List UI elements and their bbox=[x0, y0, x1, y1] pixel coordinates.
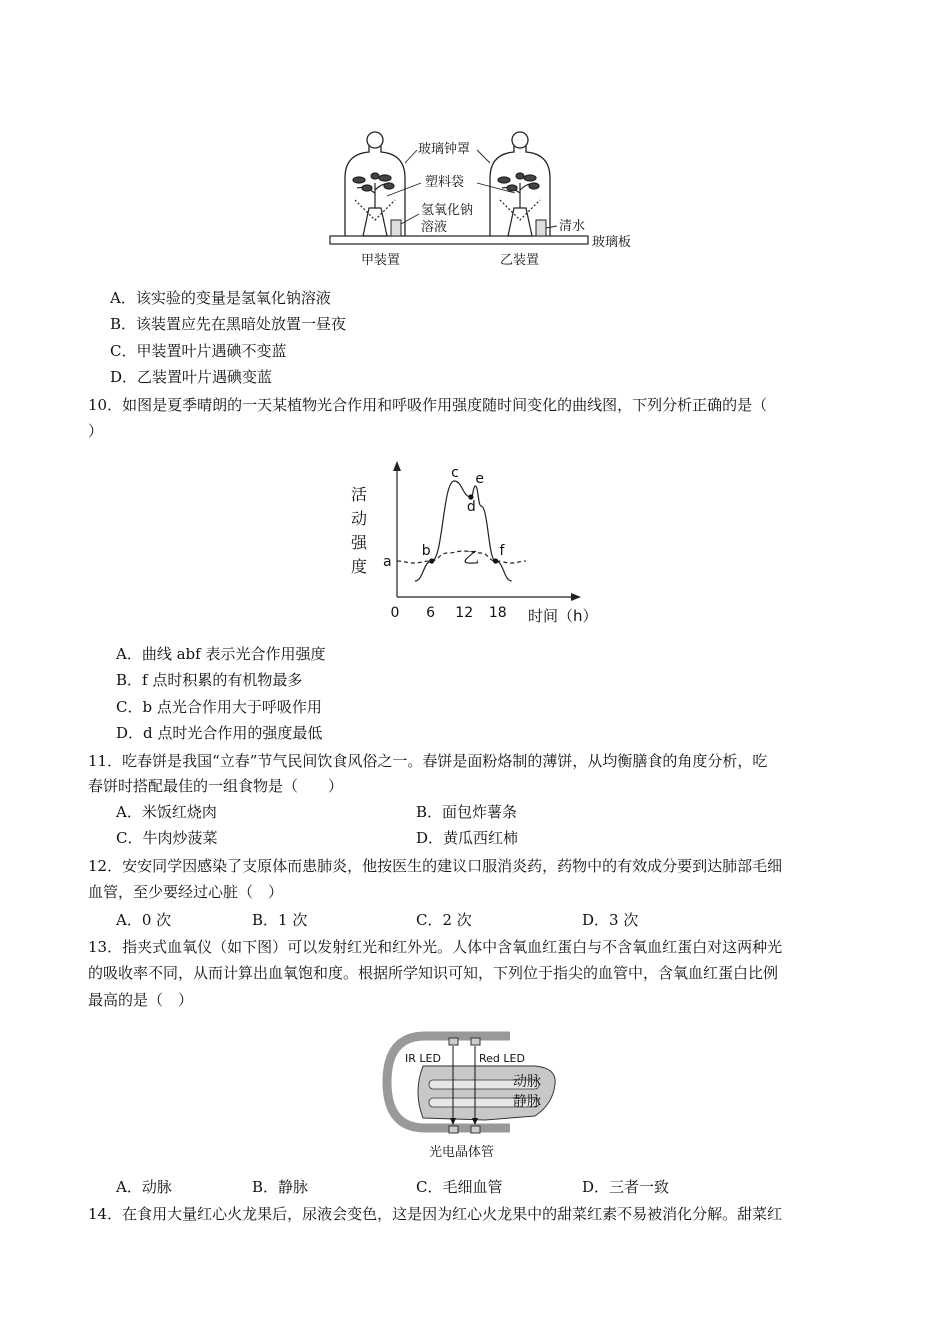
point-b-marker bbox=[429, 558, 434, 563]
q12-option-a: A．0 次 bbox=[116, 911, 172, 929]
q10-option-a: A．曲线 abf 表示光合作用强度 bbox=[116, 645, 326, 663]
label-artery: 动脉 bbox=[513, 1074, 541, 1090]
ir-led-icon bbox=[449, 1038, 458, 1045]
q11-stem-line1: 11．吃春饼是我国“立春”节气民间饮食风俗之一。春饼是面粉烙制的薄饼，从均衡膳食的角度分析，吃 bbox=[88, 752, 768, 770]
x-tick-label: 18 bbox=[488, 605, 507, 621]
q12-stem-line2: 血管，至少要经过心脏（ ） bbox=[88, 883, 284, 901]
q13-option-a: A．动脉 bbox=[116, 1178, 172, 1196]
y-axis-arrow-icon bbox=[393, 461, 401, 471]
q13-stem-line3: 最高的是（ ） bbox=[88, 991, 194, 1009]
plant-right-icon bbox=[498, 173, 540, 236]
x-axis-label: 时间（h） bbox=[528, 607, 598, 625]
sensor-icon-1 bbox=[449, 1126, 458, 1133]
apparatus-figure bbox=[325, 128, 655, 273]
x-tick-label: 0 bbox=[390, 605, 400, 621]
x-tick-label: 12 bbox=[455, 605, 474, 621]
y-axis-label-char: 度 bbox=[351, 557, 368, 576]
q9-option-b: B．该装置应先在黑暗处放置一昼夜 bbox=[110, 315, 347, 333]
point-label-f: f bbox=[499, 543, 505, 559]
q12-stem-line1: 12．安安同学因感染了支原体而患肺炎，他按医生的建议口服消炎药，药物中的有效成分要到达肺部毛细 bbox=[88, 857, 783, 875]
point-label-a: a bbox=[383, 554, 392, 570]
naoh-beaker bbox=[391, 220, 401, 236]
region-label-yi: 乙 bbox=[463, 548, 480, 567]
q9-option-d: D．乙装置叶片遇碘变蓝 bbox=[110, 368, 273, 386]
q14-stem-line1: 14．在食用大量红心火龙果后，尿液会变色，这是因为红心火龙果中的甜菜红素不易被消化分解。甜菜红 bbox=[88, 1205, 783, 1223]
q10-stem-line2: ） bbox=[88, 422, 104, 440]
q13-option-d: D．三者一致 bbox=[582, 1178, 670, 1196]
q10-option-b: B．f 点时积累的有机物最多 bbox=[116, 671, 303, 689]
label-bell-jar: 玻璃钟罩 bbox=[418, 142, 471, 157]
q11-option-c: C．牛肉炒菠菜 bbox=[116, 829, 218, 847]
q9-option-c: C．甲装置叶片遇碘不变蓝 bbox=[110, 342, 287, 360]
red-led-icon bbox=[471, 1038, 480, 1045]
y-axis-label-char: 强 bbox=[351, 533, 368, 552]
point-f-marker bbox=[493, 558, 498, 563]
label-red-led: Red LED bbox=[479, 1052, 525, 1065]
y-axis-label-char: 活 bbox=[351, 485, 368, 504]
label-plastic-bag: 塑料袋 bbox=[425, 175, 465, 190]
label-water: 清水 bbox=[559, 219, 586, 234]
q9-option-a: A．该实验的变量是氢氧化钠溶液 bbox=[110, 289, 331, 307]
oximeter-figure bbox=[385, 1032, 565, 1164]
label-naoh-line2: 溶液 bbox=[421, 220, 448, 235]
label-apparatus-yi: 乙装置 bbox=[500, 253, 540, 268]
label-vein: 静脉 bbox=[513, 1094, 541, 1110]
label-glass-plate: 玻璃板 bbox=[592, 235, 632, 250]
q11-option-d: D．黄瓜西红柿 bbox=[416, 829, 519, 847]
x-tick-label: 6 bbox=[426, 605, 436, 621]
water-beaker bbox=[536, 220, 546, 236]
label-apparatus-jia: 甲装置 bbox=[361, 253, 401, 268]
glass-plate bbox=[330, 236, 588, 244]
q10-option-c: C．b 点光合作用大于呼吸作用 bbox=[116, 698, 322, 716]
q13-stem-line1: 13．指夹式血氧仪（如下图）可以发射红光和红外光。人体中含氧血红蛋白与不含氧血红蛋白对这两种光 bbox=[88, 938, 783, 956]
y-axis-label-char: 动 bbox=[351, 509, 368, 528]
q13-option-c: C．毛细血管 bbox=[416, 1178, 503, 1196]
sensor-icon-2 bbox=[471, 1126, 480, 1133]
point-label-c: c bbox=[451, 465, 459, 481]
q11-option-b: B．面包炸薯条 bbox=[416, 803, 518, 821]
x-axis-arrow-icon bbox=[571, 593, 581, 601]
q11-stem-line2: 春饼时搭配最佳的一组食物是（ ） bbox=[88, 777, 344, 795]
point-label-b: b bbox=[421, 543, 431, 559]
point-label-e: e bbox=[475, 471, 485, 487]
label-phototransistor: 光电晶体管 bbox=[429, 1145, 495, 1160]
q10-stem-line1: 10．如图是夏季晴朗的一天某植物光合作用和呼吸作用强度随时间变化的曲线图，下列分析正确的是（ bbox=[88, 396, 768, 414]
plant-left-icon bbox=[353, 173, 395, 236]
q13-stem-line2: 的吸收率不同，从而计算出血氧饱和度。根据所学知识可知，下列位于指尖的血管中，含氧血红蛋白比例 bbox=[88, 964, 779, 982]
q10-option-d: D．d 点时光合作用的强度最低 bbox=[116, 724, 323, 742]
q13-option-b: B．静脉 bbox=[252, 1178, 309, 1196]
respiration-curve bbox=[397, 551, 526, 563]
activity-chart bbox=[345, 455, 605, 627]
q12-option-b: B．1 次 bbox=[252, 911, 308, 929]
q11-option-a: A．米饭红烧肉 bbox=[116, 803, 217, 821]
q12-option-c: C．2 次 bbox=[416, 911, 472, 929]
label-naoh-line1: 氢氧化钠 bbox=[421, 203, 474, 218]
label-ir-led: IR LED bbox=[405, 1052, 441, 1065]
point-label-d: d bbox=[466, 499, 476, 515]
q12-option-d: D．3 次 bbox=[582, 911, 639, 929]
